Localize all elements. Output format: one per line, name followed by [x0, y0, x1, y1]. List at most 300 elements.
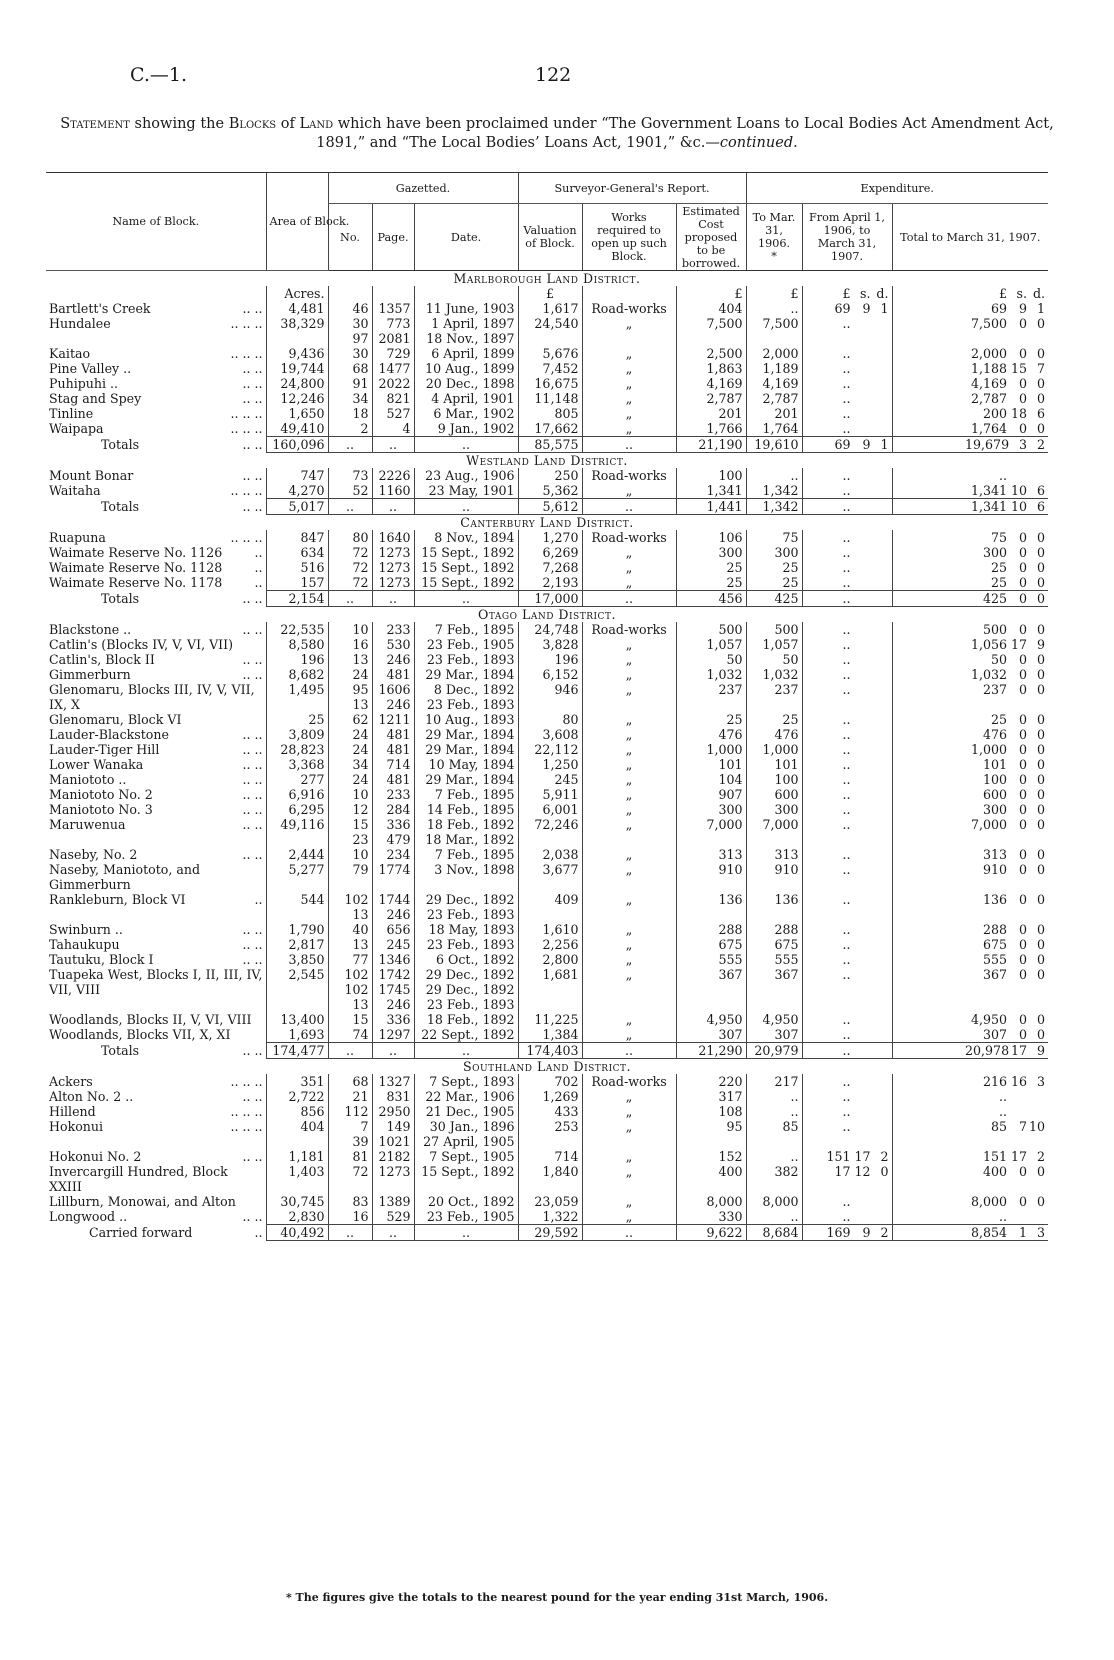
- leader-dots: .. ..: [242, 787, 263, 802]
- from-april-cell-s: [851, 1012, 871, 1027]
- estimated-cell: 4,950: [676, 1012, 746, 1027]
- footnote: * The figures give the totals to the nearest pound for the year ending 31st March, 1906.: [285, 1591, 829, 1604]
- to-mar-cell: 500: [746, 622, 802, 637]
- works-cell: „: [582, 652, 676, 667]
- total-cell: [892, 787, 1048, 802]
- total-cell-s: 7: [1019, 1119, 1028, 1134]
- totals-page: ..: [372, 499, 414, 515]
- works-cell: „: [582, 391, 676, 406]
- statement-title: Statement showing the Blocks of Land which have been proclaimed under “The Government Loans to Local Bodies Act Amendment Act, 1891,” and “The Local Bodies’ Loans Act, 1901,” &c.—continued.: [60, 116, 1054, 151]
- valuation-cell: 3,677: [518, 862, 582, 892]
- total-cell: [892, 483, 1048, 499]
- district-title-row: [46, 453, 1048, 469]
- page-number: 122: [535, 64, 572, 86]
- from-april-cell-l: ..: [842, 1027, 851, 1042]
- units-cell: £: [676, 286, 746, 301]
- table-row: [46, 1209, 1048, 1225]
- leader-dots: .. ..: [242, 742, 263, 757]
- no-cell: 81: [328, 1149, 372, 1164]
- page-cell: 234: [372, 847, 414, 862]
- to-mar-cell: 136: [746, 892, 802, 922]
- totals-from-april-s: 9: [862, 1225, 871, 1240]
- total-cell-l: 555: [982, 952, 1008, 967]
- totals-label: [46, 591, 266, 607]
- total-cell-l: ..: [999, 1209, 1008, 1224]
- from-april-cell-d: [871, 1104, 889, 1119]
- totals-label-text: Totals: [101, 436, 140, 452]
- to-mar-cell: 675: [746, 937, 802, 952]
- total-cell-d: 0: [1037, 376, 1046, 391]
- area-cell: 544: [266, 892, 328, 922]
- block-name: [46, 421, 266, 437]
- total-cell-l: 2,787: [970, 391, 1008, 406]
- valuation-cell: 2,193: [518, 575, 582, 591]
- from-april-cell-s: [851, 1074, 871, 1089]
- total-cell-s: 0: [1019, 667, 1028, 682]
- to-mar-cell: 910: [746, 862, 802, 892]
- no-cell: 24: [328, 772, 372, 787]
- leader-dots: .. .. ..: [230, 1074, 263, 1089]
- total-cell-l: 237: [982, 682, 1008, 697]
- page-cell: 246: [372, 652, 414, 667]
- to-mar-cell: 4,169: [746, 376, 802, 391]
- block-name-text: Woodlands, Blocks II, V, VI, VIII: [49, 1012, 252, 1027]
- table-row: [46, 376, 1048, 391]
- block-name: [46, 1164, 266, 1194]
- to-mar-cell: 237: [746, 682, 802, 712]
- date-cell: 23 May, 1901: [414, 483, 518, 499]
- date-cell: 7 Sept., 1905: [414, 1149, 518, 1164]
- valuation-cell: 5,911: [518, 787, 582, 802]
- total-cell-d: [1027, 1209, 1045, 1224]
- works-cell: „: [582, 937, 676, 952]
- from-april-cell-s: [851, 406, 871, 421]
- area-cell: 847: [266, 530, 328, 545]
- page-cell: 656: [372, 922, 414, 937]
- total-cell-l: 288: [982, 922, 1008, 937]
- block-name: [46, 1012, 266, 1027]
- page-cell: 1297: [372, 1027, 414, 1043]
- page-cell: 336 479: [372, 817, 414, 847]
- valuation-cell: 22,112: [518, 742, 582, 757]
- no-cell: 72: [328, 545, 372, 560]
- page-cell: 1774: [372, 862, 414, 892]
- units-cell: [414, 286, 518, 301]
- total-cell: [892, 530, 1048, 545]
- from-april-cell-l: ..: [842, 1194, 851, 1209]
- totals-label-text: Carried forward: [89, 1224, 193, 1240]
- area-cell: 1,693: [266, 1027, 328, 1043]
- block-name: [46, 742, 266, 757]
- estimated-cell: 367: [676, 967, 746, 1012]
- no-cell: 52: [328, 483, 372, 499]
- date-cell: 6 Oct., 1892: [414, 952, 518, 967]
- area-cell: 6,295: [266, 802, 328, 817]
- total-cell: [892, 652, 1048, 667]
- from-april-cell: [802, 346, 892, 361]
- from-april-cell-s: [851, 727, 871, 742]
- district-title: Southland Land District.: [463, 1059, 632, 1074]
- valuation-cell: 1,322: [518, 1209, 582, 1225]
- col-surveyor: Surveyor-General's Report.: [518, 173, 746, 204]
- total-cell-d: 1: [1037, 301, 1046, 316]
- from-april-cell-d: [871, 376, 889, 391]
- table-row: [46, 421, 1048, 437]
- block-name: [46, 937, 266, 952]
- no-cell: 13: [328, 652, 372, 667]
- from-april-cell-s: [851, 483, 871, 498]
- date-cell: 29 Mar., 1894: [414, 667, 518, 682]
- units-from-unit: £: [842, 286, 851, 301]
- block-name: [46, 391, 266, 406]
- from-april-cell: [802, 712, 892, 727]
- block-name-text: Waitaha: [49, 483, 101, 498]
- block-name: [46, 802, 266, 817]
- from-april-cell-d: 2: [880, 1149, 889, 1164]
- valuation-cell: 72,246: [518, 817, 582, 847]
- no-cell: 24: [328, 742, 372, 757]
- total-cell-d: 0: [1037, 952, 1046, 967]
- from-april-cell-s: [851, 772, 871, 787]
- from-april-cell-l: ..: [842, 682, 851, 697]
- page-cell: 2182: [372, 1149, 414, 1164]
- from-april-cell-s: [851, 712, 871, 727]
- totals-row: [46, 437, 1048, 453]
- total-cell-s: 0: [1019, 622, 1028, 637]
- totals-date: ..: [414, 1043, 518, 1059]
- total-cell-s: 0: [1019, 575, 1028, 590]
- from-april-cell-d: [871, 545, 889, 560]
- date-cell: 8 Nov., 1894: [414, 530, 518, 545]
- totals-est: 1,441: [676, 499, 746, 515]
- table-row: [46, 530, 1048, 545]
- totals-row: [46, 1225, 1048, 1241]
- leader-dots: .. ..: [242, 847, 263, 862]
- no-cell: 16: [328, 1209, 372, 1225]
- block-name-text: Naseby, Maniototo, and Gimmerburn: [49, 862, 201, 892]
- block-name-text: Alton No. 2 ..: [49, 1089, 134, 1104]
- from-april-cell: [802, 742, 892, 757]
- total-cell-d: 0: [1037, 1027, 1046, 1042]
- block-name: [46, 862, 266, 892]
- from-april-cell-s: [851, 802, 871, 817]
- total-cell-s: [1007, 1209, 1027, 1224]
- total-cell-s: 0: [1019, 1027, 1028, 1042]
- date-cell: 29 Mar., 1894: [414, 772, 518, 787]
- table-row: [46, 937, 1048, 952]
- table-row: [46, 712, 1048, 727]
- block-name: [46, 667, 266, 682]
- page-cell: 481: [372, 727, 414, 742]
- total-cell-s: 0: [1019, 421, 1028, 436]
- leader-dots: .. ..: [242, 667, 263, 682]
- from-april-cell-d: [871, 346, 889, 361]
- date-cell: 1 April, 1897 18 Nov., 1897: [414, 316, 518, 346]
- date-cell: 22 Sept., 1892: [414, 1027, 518, 1043]
- valuation-cell: 3,828: [518, 637, 582, 652]
- valuation-cell: 433: [518, 1104, 582, 1119]
- block-name-text: Lower Wanaka: [49, 757, 144, 772]
- table-row: [46, 787, 1048, 802]
- block-name: [46, 301, 266, 316]
- total-cell: [892, 1104, 1048, 1119]
- totals-total-s: 0: [1019, 591, 1028, 606]
- to-mar-cell: 2,787: [746, 391, 802, 406]
- block-name-text: Bartlett's Creek: [49, 301, 151, 316]
- no-cell: 83: [328, 1194, 372, 1209]
- from-april-cell: [802, 892, 892, 922]
- valuation-cell: 1,617: [518, 301, 582, 316]
- block-name: [46, 560, 266, 575]
- from-april-cell-l: ..: [842, 952, 851, 967]
- total-cell-d: 0: [1037, 817, 1046, 832]
- estimated-cell: 50: [676, 652, 746, 667]
- total-cell: [892, 742, 1048, 757]
- total-cell-d: 2: [1037, 1149, 1046, 1164]
- total-cell: [892, 1074, 1048, 1089]
- from-april-cell-l: ..: [842, 530, 851, 545]
- totals-page: ..: [372, 437, 414, 453]
- valuation-cell: 6,152: [518, 667, 582, 682]
- totals-total-s: 17: [1010, 1043, 1028, 1058]
- district-title: Westland Land District.: [466, 453, 628, 468]
- estimated-cell: 25: [676, 575, 746, 591]
- totals-val: 5,612: [518, 499, 582, 515]
- leader-dots: .. .. ..: [230, 1119, 263, 1134]
- works-cell: „: [582, 817, 676, 847]
- area-cell: 28,823: [266, 742, 328, 757]
- totals-total-s: 10: [1010, 499, 1028, 514]
- from-april-cell-s: [851, 817, 871, 832]
- works-cell: Road-works: [582, 622, 676, 637]
- no-cell: 2: [328, 421, 372, 437]
- totals-to-mar: 425: [746, 591, 802, 607]
- date-cell: 29 Dec., 1892 23 Feb., 1893: [414, 892, 518, 922]
- total-cell-d: 3: [1037, 1074, 1046, 1089]
- date-cell: 29 Mar., 1894: [414, 727, 518, 742]
- total-cell-d: 6: [1037, 483, 1046, 498]
- from-april-cell-l: ..: [842, 922, 851, 937]
- block-name-text: Gimmerburn: [49, 667, 131, 682]
- valuation-cell: 2,256: [518, 937, 582, 952]
- leader-dots: .. ..: [242, 772, 263, 787]
- total-cell: [892, 622, 1048, 637]
- block-name-text: Invercargill Hundred, Block XXIII: [49, 1164, 228, 1194]
- no-cell: 16: [328, 637, 372, 652]
- total-cell: [892, 316, 1048, 346]
- works-cell: „: [582, 376, 676, 391]
- from-april-cell-s: [851, 361, 871, 376]
- from-april-cell: [802, 1104, 892, 1119]
- from-april-cell-d: [871, 712, 889, 727]
- block-name-text: Ackers: [49, 1074, 93, 1089]
- block-name-text: Hokonui: [49, 1119, 104, 1134]
- page-cell: 1357: [372, 301, 414, 316]
- from-april-cell: [802, 1074, 892, 1089]
- area-cell: 24,800: [266, 376, 328, 391]
- table-row: [46, 361, 1048, 376]
- from-april-cell-l: ..: [842, 1074, 851, 1089]
- totals-works: ..: [582, 1225, 676, 1241]
- valuation-cell: 16,675: [518, 376, 582, 391]
- area-cell: 404: [266, 1119, 328, 1149]
- estimated-cell: 95: [676, 1119, 746, 1149]
- total-cell-d: 0: [1037, 530, 1046, 545]
- from-april-cell-d: [871, 1012, 889, 1027]
- estimated-cell: 100: [676, 468, 746, 483]
- block-name: [46, 622, 266, 637]
- totals-to-mar: 8,684: [746, 1225, 802, 1241]
- date-cell: 15 Sept., 1892: [414, 575, 518, 591]
- to-mar-cell: 300: [746, 545, 802, 560]
- valuation-cell: 7,452: [518, 361, 582, 376]
- area-cell: 3,809: [266, 727, 328, 742]
- estimated-cell: 25: [676, 560, 746, 575]
- from-april-cell-l: ..: [842, 847, 851, 862]
- blocks-table: [46, 172, 1048, 1241]
- total-cell-l: 2,000: [970, 346, 1008, 361]
- to-mar-cell: 217: [746, 1074, 802, 1089]
- from-april-cell: [802, 376, 892, 391]
- no-cell: 10: [328, 622, 372, 637]
- page-cell: 1273: [372, 560, 414, 575]
- units-total-unit: s.: [1016, 286, 1028, 301]
- total-cell-s: 0: [1019, 1012, 1028, 1027]
- total-cell: [892, 391, 1048, 406]
- date-cell: 29 Dec., 1892 29 Dec., 1892 23 Feb., 1893: [414, 967, 518, 1012]
- leader-dots: .. ..: [242, 937, 263, 952]
- from-april-cell-s: [851, 1194, 871, 1209]
- page-cell: 1211: [372, 712, 414, 727]
- totals-row: [46, 1043, 1048, 1059]
- units-cell: £: [518, 286, 582, 301]
- from-april-cell-s: [851, 622, 871, 637]
- date-cell: 9 Jan., 1902: [414, 421, 518, 437]
- totals-total-s: 3: [1019, 437, 1028, 452]
- from-april-cell: [802, 560, 892, 575]
- to-mar-cell: ..: [746, 468, 802, 483]
- total-cell-l: 8,000: [970, 1194, 1008, 1209]
- block-name: [46, 1089, 266, 1104]
- from-april-cell: [802, 1089, 892, 1104]
- block-name: [46, 483, 266, 499]
- works-cell: „: [582, 1149, 676, 1164]
- area-cell: 1,403: [266, 1164, 328, 1194]
- block-name-text: Maniototo No. 3: [49, 802, 153, 817]
- block-name: [46, 1209, 266, 1225]
- district-title-row: [46, 607, 1048, 623]
- totals-label-text: Totals: [101, 498, 140, 514]
- total-cell-l: 910: [982, 862, 1008, 877]
- area-cell: 1,650: [266, 406, 328, 421]
- leader-dots: .. ..: [242, 952, 263, 967]
- from-april-cell-l: ..: [842, 406, 851, 421]
- units-cell: Acres.: [266, 286, 328, 301]
- date-cell: 23 Feb., 1905: [414, 1209, 518, 1225]
- from-april-cell-d: [871, 817, 889, 832]
- total-cell: [892, 376, 1048, 391]
- from-april-cell-l: ..: [842, 667, 851, 682]
- works-cell: „: [582, 1194, 676, 1209]
- total-cell: [892, 1209, 1048, 1225]
- total-cell-s: 16: [1010, 1074, 1028, 1089]
- from-april-cell-l: ..: [842, 727, 851, 742]
- totals-row: [46, 591, 1048, 607]
- from-april-cell-l: ..: [842, 376, 851, 391]
- leader-dots: .. ..: [242, 1149, 263, 1164]
- total-cell-l: 300: [982, 802, 1008, 817]
- no-cell: 24: [328, 667, 372, 682]
- from-april-cell-l: ..: [842, 712, 851, 727]
- works-cell: „: [582, 560, 676, 575]
- from-april-cell: [802, 922, 892, 937]
- total-cell-l: 675: [982, 937, 1008, 952]
- totals-from-april-d: 2: [880, 1225, 889, 1240]
- area-cell: 13,400: [266, 1012, 328, 1027]
- to-mar-cell: 1,342: [746, 483, 802, 499]
- block-name-text: Tahaukupu: [49, 937, 120, 952]
- area-cell: 634: [266, 545, 328, 560]
- no-cell: 10: [328, 787, 372, 802]
- block-name-text: Kaitao: [49, 346, 91, 361]
- date-cell: 7 Feb., 1895: [414, 847, 518, 862]
- from-april-cell-d: 1: [880, 301, 889, 316]
- leader-dots: .. ..: [242, 622, 263, 637]
- estimated-cell: 108: [676, 1104, 746, 1119]
- estimated-cell: 300: [676, 802, 746, 817]
- block-name: [46, 967, 266, 1012]
- date-cell: 4 April, 1901: [414, 391, 518, 406]
- units-cell: [372, 286, 414, 301]
- total-cell-s: 0: [1019, 682, 1028, 697]
- works-cell: Road-works: [582, 468, 676, 483]
- units-cell: [582, 286, 676, 301]
- block-name: [46, 361, 266, 376]
- total-cell-l: 1,188: [970, 361, 1008, 376]
- total-cell-l: ..: [999, 1104, 1008, 1119]
- district-title-row: [46, 271, 1048, 287]
- totals-from-april-d: [871, 1043, 889, 1058]
- valuation-cell: 1,681: [518, 967, 582, 1012]
- valuation-cell: 1,610: [518, 922, 582, 937]
- from-april-cell-l: 17: [834, 1164, 851, 1179]
- to-mar-cell: 7,500: [746, 316, 802, 346]
- to-mar-cell: 201: [746, 406, 802, 421]
- works-cell: „: [582, 967, 676, 1012]
- estimated-cell: 1,766: [676, 421, 746, 437]
- page-cell: 149 1021: [372, 1119, 414, 1149]
- block-name: [46, 1119, 266, 1149]
- from-april-cell-l: ..: [842, 892, 851, 907]
- totals-no: ..: [328, 591, 372, 607]
- table-row: [46, 772, 1048, 787]
- page-cell: 821: [372, 391, 414, 406]
- date-cell: 15 Sept., 1892: [414, 560, 518, 575]
- area-cell: 12,246: [266, 391, 328, 406]
- valuation-cell: 250: [518, 468, 582, 483]
- block-name-text: Longwood ..: [49, 1209, 128, 1224]
- from-april-cell-l: ..: [842, 622, 851, 637]
- total-cell-s: 0: [1019, 802, 1028, 817]
- total-cell-s: 0: [1019, 892, 1028, 907]
- from-april-cell: [802, 575, 892, 591]
- date-cell: 15 Sept., 1892: [414, 545, 518, 560]
- total-cell: [892, 922, 1048, 937]
- total-cell-d: 10: [1028, 1119, 1046, 1134]
- no-cell: 7 39: [328, 1119, 372, 1149]
- totals-area: 160,096: [266, 437, 328, 453]
- no-cell: 62: [328, 712, 372, 727]
